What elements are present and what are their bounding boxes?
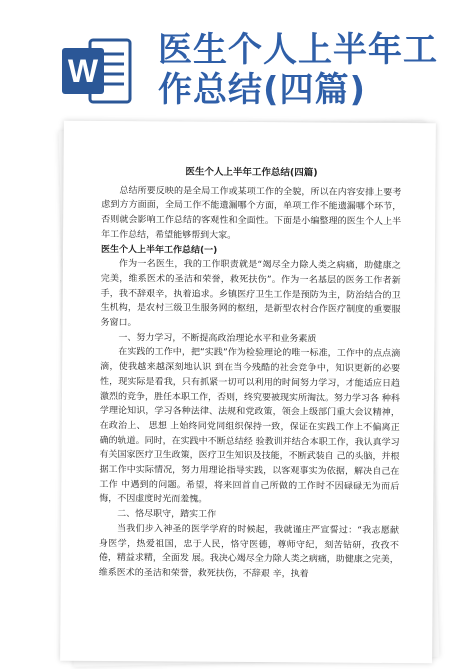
page-title-line-2: 作总结(四篇) [158, 70, 367, 110]
document-title: 医生个人上半年工作总结(四篇) [185, 166, 318, 179]
page-title [158, 30, 458, 110]
paragraph-3: 当我们步入神圣的医学学府的时候起，我就谨庄严宣誓过：“我志愿献身医学，热爱祖国，忠于人民，恪守医德，尊师守纪，刻苦钻研，孜孜不倦，精益求精，全面发 展。我决心竭尽全力除人类之病痛，助健康之完美，维系医术的圣洁和荣誉，救死扶伤，不辞艰 辛，执着 [98, 523, 400, 580]
section-subtitle: 医生个人上半年工作总结(一) [100, 244, 218, 256]
paragraph-2: 在实践的工作中，把“实践”作为检验理论的唯一标准，工作中的点点滴滴，使我越来越深刻地认识 到在当今残酷的社会竞争中，知识更新的必要性，现实际是看我，只有抓紧一切可以利用的时间努力学习，才能适应日趋激烈的竞争，胜任本职工作，否则，终究要被现实所淘汰。努力学习各 种科学理论知识，学习各种法律、法规和党政策，领会上级部门重大会议精神，在政治上、 思想 上始终同党同组织保持一致，保证在实践工作上不偏离正确的轨道。同时，在实践中不断总结经 验教训并结合本职工作，我认真学习有关国家医疗卫生政策，医疗卫生知识及技能，不断武装自 己的头脑，并根据工作中实际情况，努力用理论指导实践，以客观事实为依据，解决自己在工作 中遇到的问题。希望，将来回首自己所做的工作时不因碌碌无为而后悔，不因虚度时光而羞愧。 [99, 347, 401, 506]
heading-1: 一、努力学习，不断提高政治理论水平和业务素质 [118, 332, 317, 345]
intro-paragraph: 总结所要反映的是全局工作或某项工作的全貌，所以在内容安排上要考虑到方方面面，全局工作不能遗漏哪个方面，单项工作不能遗漏哪个环节，否则就会影响工作总结的客观性和全面性。下面是小编整理的医生个人上半年工作总结，希望能够帮到大家。 [101, 185, 402, 241]
word-icon-letter: W [67, 53, 99, 89]
document-page [60, 121, 436, 664]
document-preview [62, 122, 434, 662]
document-body [99, 165, 402, 583]
header-banner [0, 0, 474, 120]
paragraph-1: 作为一名医生，我的工作职责就是“竭尽全力除人类之病痛，助健康之完美，维系医术的圣洁和荣誉，救死扶伤”。作为一名基层的医务工作者新手，我不辞艰辛，执着追求。乡镇医疗卫生工作是预防为主，防治结合的卫生机构，是农村三级卫生服务网的枢纽，是新型农村合作医疗制度的重要服务窗口。 [100, 259, 401, 329]
page-title-line-1: 医生个人上半年工 [158, 30, 438, 70]
word-document-icon [60, 34, 134, 108]
heading-2: 二、恪尽职守，踏实工作 [117, 509, 217, 520]
